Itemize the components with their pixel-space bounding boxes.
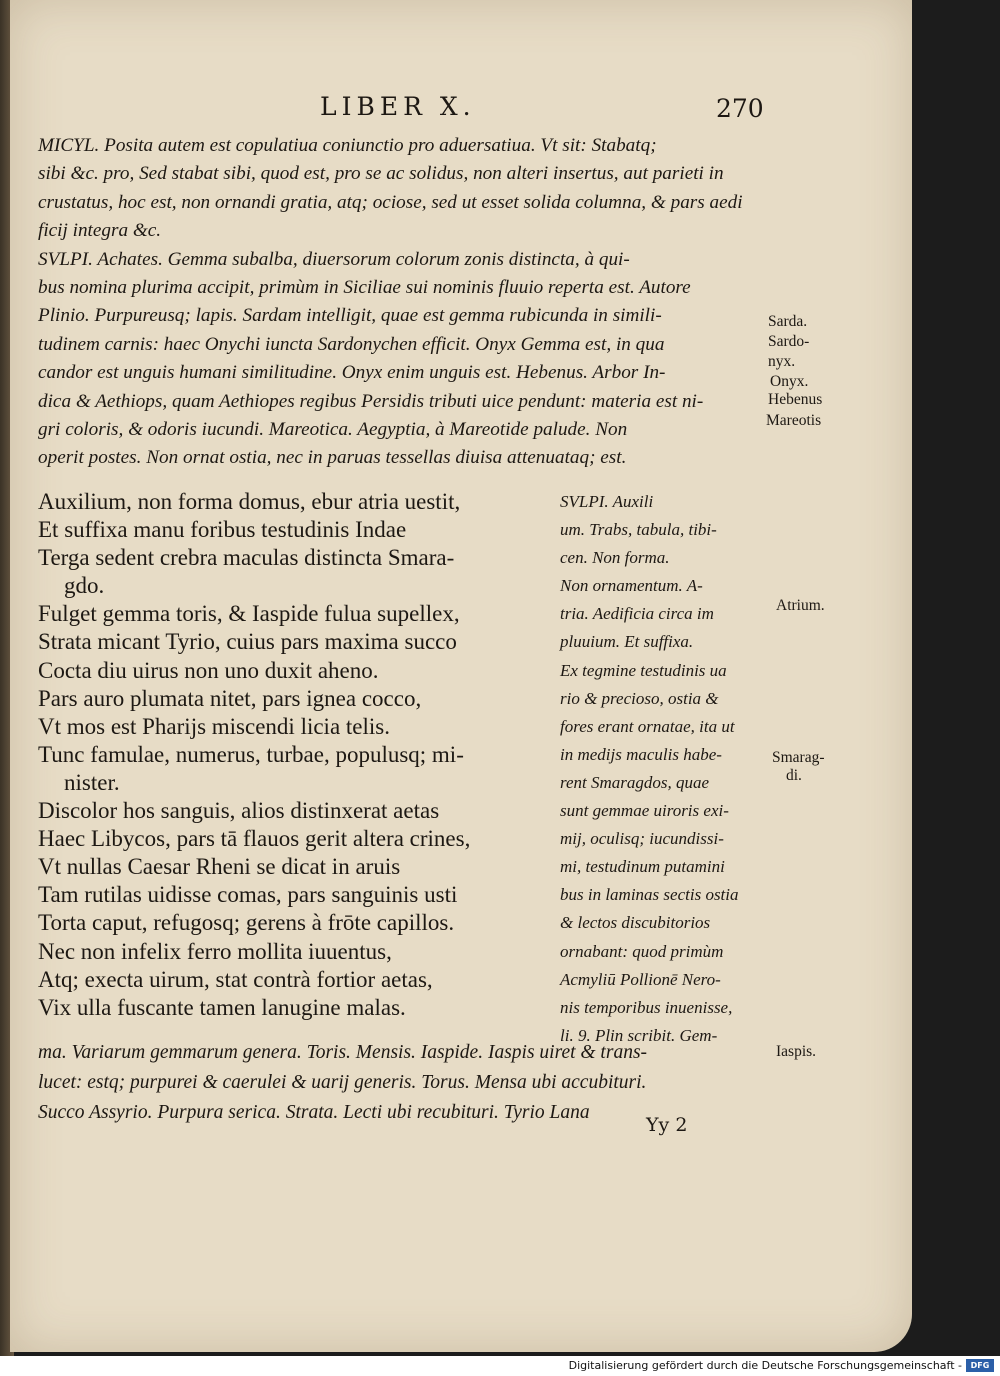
margin-note: Smarag- bbox=[772, 749, 825, 766]
verse-line: Torta caput, refugosq; gerens à frōte capillos. bbox=[38, 910, 455, 936]
commentary-line: MICYL. Posita autem est copulatiua coniunctio pro aduersatiua. Vt sit: Stabatq; bbox=[38, 135, 657, 156]
commentary-line: um. Trabs, tabula, tibi- bbox=[560, 520, 717, 540]
verse-line: nister. bbox=[64, 769, 120, 795]
commentary-line: cen. Non forma. bbox=[560, 548, 670, 568]
commentary-line: pluuium. Et suffixa. bbox=[560, 632, 694, 652]
commentary-line: operit postes. Non ornat ostia, nec in paruas tessellas diuisa attenuataq; est. bbox=[38, 447, 627, 469]
commentary-line: tudinem carnis: haec Onychi iuncta Sardonychen efficit. Onyx Gemma est, in qua bbox=[38, 333, 665, 355]
verse-line: Auxilium, non forma domus, ebur atria uestit, bbox=[38, 489, 461, 514]
margin-note: Onyx. bbox=[770, 373, 809, 390]
commentary-line: crustatus, hoc est, non ornandi gratia, atq; ociose, sed ut esset solida columna, & pars aedi bbox=[38, 191, 743, 213]
footer-credit: Digitalisierung gefördert durch die Deutsche Forschungsgemeinschaft - bbox=[568, 1359, 962, 1372]
margin-note: Hebenus bbox=[768, 391, 823, 408]
commentary-line: mi, testudinum putamini bbox=[560, 857, 725, 877]
verse-line: Et suffixa manu foribus testudinis Indae bbox=[38, 517, 407, 543]
verse-line: gdo. bbox=[64, 573, 105, 599]
verse-line: Vix ulla fuscante tamen lanugine malas. bbox=[38, 994, 406, 1020]
commentary-line: bus nomina plurima accipit, primùm in Siciliae sui nominis fluuio reperta est. Autore bbox=[38, 277, 691, 299]
commentary-line: rent Smaragdos, quae bbox=[560, 772, 710, 792]
verse-line: Haec Libycos, pars tā flauos gerit altera crines, bbox=[38, 826, 471, 852]
page-number: 270 bbox=[716, 94, 764, 123]
margin-note: Iaspis. bbox=[776, 1043, 817, 1060]
commentary-line: sibi &c. pro, Sed stabat sibi, quod est, pro se ac solidus, non alteri insertus, aut parieti in bbox=[38, 163, 724, 185]
commentary-line: Plinio. Purpureusq; lapis. Sardam intelligit, quae est gemma rubicunda in simili- bbox=[38, 305, 662, 327]
margin-note: Sarda. bbox=[768, 313, 808, 330]
commentary-line: mij, oculisq; iucundissi- bbox=[560, 829, 724, 849]
commentary-line: fores erant ornatae, ita ut bbox=[560, 716, 735, 736]
commentary-line: gri coloris, & odoris iucundi. Mareotica. Aegyptia, à Mareotide palude. Non bbox=[38, 419, 628, 441]
commentary-line: lucet: estq; purpurei & caerulei & uarij generis. Torus. Mensa ubi accubituri. bbox=[38, 1072, 647, 1093]
dfg-logo: DFG bbox=[966, 1359, 994, 1372]
margin-note: Sardo- bbox=[768, 333, 810, 350]
commentary-line: SVLPI. Auxili bbox=[560, 492, 654, 511]
verse-line: Pars auro plumata nitet, pars ignea cocco, bbox=[38, 685, 422, 711]
commentary-line: Non ornamentum. A- bbox=[560, 576, 703, 596]
commentary-line: Succo Assyrio. Purpura serica. Strata. Lecti ubi recubituri. Tyrio Lana bbox=[38, 1102, 590, 1123]
commentary-line: candor est unguis humani similitudine. Onyx enim unguis est. Hebenus. Arbor In- bbox=[38, 362, 666, 384]
verse-line: Vt nullas Caesar Rheni se dicat in aruis bbox=[38, 854, 401, 880]
commentary-side bbox=[560, 488, 739, 1050]
verse-line: Tunc famulae, numerus, turbae, populusq; mi- bbox=[38, 741, 464, 767]
commentary-line: rio & precioso, ostia & bbox=[560, 688, 719, 708]
verse-line: Vt mos est Pharijs miscendi licia telis. bbox=[38, 713, 390, 739]
commentary-line: bus in laminas sectis ostia bbox=[560, 885, 739, 905]
margin-note: Mareotis bbox=[766, 412, 822, 429]
margin-note: nyx. bbox=[768, 353, 796, 370]
background-edge bbox=[912, 0, 1000, 1352]
verse-line: Atq; execta uirum, stat contrà fortior aetas, bbox=[38, 966, 433, 992]
commentary-line: & lectos discubitorios bbox=[560, 913, 711, 933]
verse-line: Tam rutilas uidisse comas, pars sanguinis usti bbox=[38, 882, 458, 908]
commentary-line: Ex tegmine testudinis ua bbox=[560, 660, 727, 680]
commentary-line: sunt gemmae uiroris exi- bbox=[560, 801, 729, 821]
commentary-top bbox=[38, 132, 766, 473]
commentary-line: nis temporibus inuenisse, bbox=[560, 997, 733, 1017]
verse-line: Fulget gemma toris, & Iaspide fulua supellex, bbox=[38, 601, 460, 627]
running-head: LIBER X. bbox=[320, 92, 476, 121]
verse-line: Cocta diu uirus non uno duxit aheno. bbox=[38, 657, 379, 683]
poem-text bbox=[38, 488, 470, 1022]
footer-bar bbox=[0, 1356, 1000, 1376]
margin-note: di. bbox=[786, 767, 802, 784]
commentary-line: tria. Aedificia circa im bbox=[560, 604, 714, 624]
verse-line: Terga sedent crebra maculas distincta Smara- bbox=[38, 545, 455, 571]
verse-line: Strata micant Tyrio, cuius pars maxima succo bbox=[38, 629, 457, 655]
commentary-line: in medijs maculis habe- bbox=[560, 744, 722, 764]
signature-mark: Yy 2 bbox=[646, 1114, 688, 1136]
commentary-bottom bbox=[38, 1038, 647, 1128]
commentary-line: SVLPI. Achates. Gemma subalba, diuersorum colorum zonis distincta, à qui- bbox=[38, 248, 630, 270]
margin-note: Atrium. bbox=[776, 597, 825, 614]
commentary-line: ficij integra &c. bbox=[38, 220, 162, 242]
verse-line: Nec non infelix ferro mollita iuuentus, bbox=[38, 938, 392, 964]
commentary-line: ornabant: quod primùm bbox=[560, 941, 724, 961]
commentary-line: Acmyliū Pollionē Nero- bbox=[560, 969, 721, 989]
commentary-line: ma. Variarum gemmarum genera. Toris. Mensis. Iaspide. Iaspis uiret & trans- bbox=[38, 1042, 648, 1063]
commentary-line: dica & Aethiops, quam Aethiopes regibus Persidis tributi uice pendunt: materia est ni- bbox=[38, 390, 704, 412]
commentary-line: li. 9. Plin scribit. Gem- bbox=[560, 1025, 718, 1045]
verse-line: Discolor hos sanguis, alios distinxerat aetas bbox=[38, 798, 440, 824]
